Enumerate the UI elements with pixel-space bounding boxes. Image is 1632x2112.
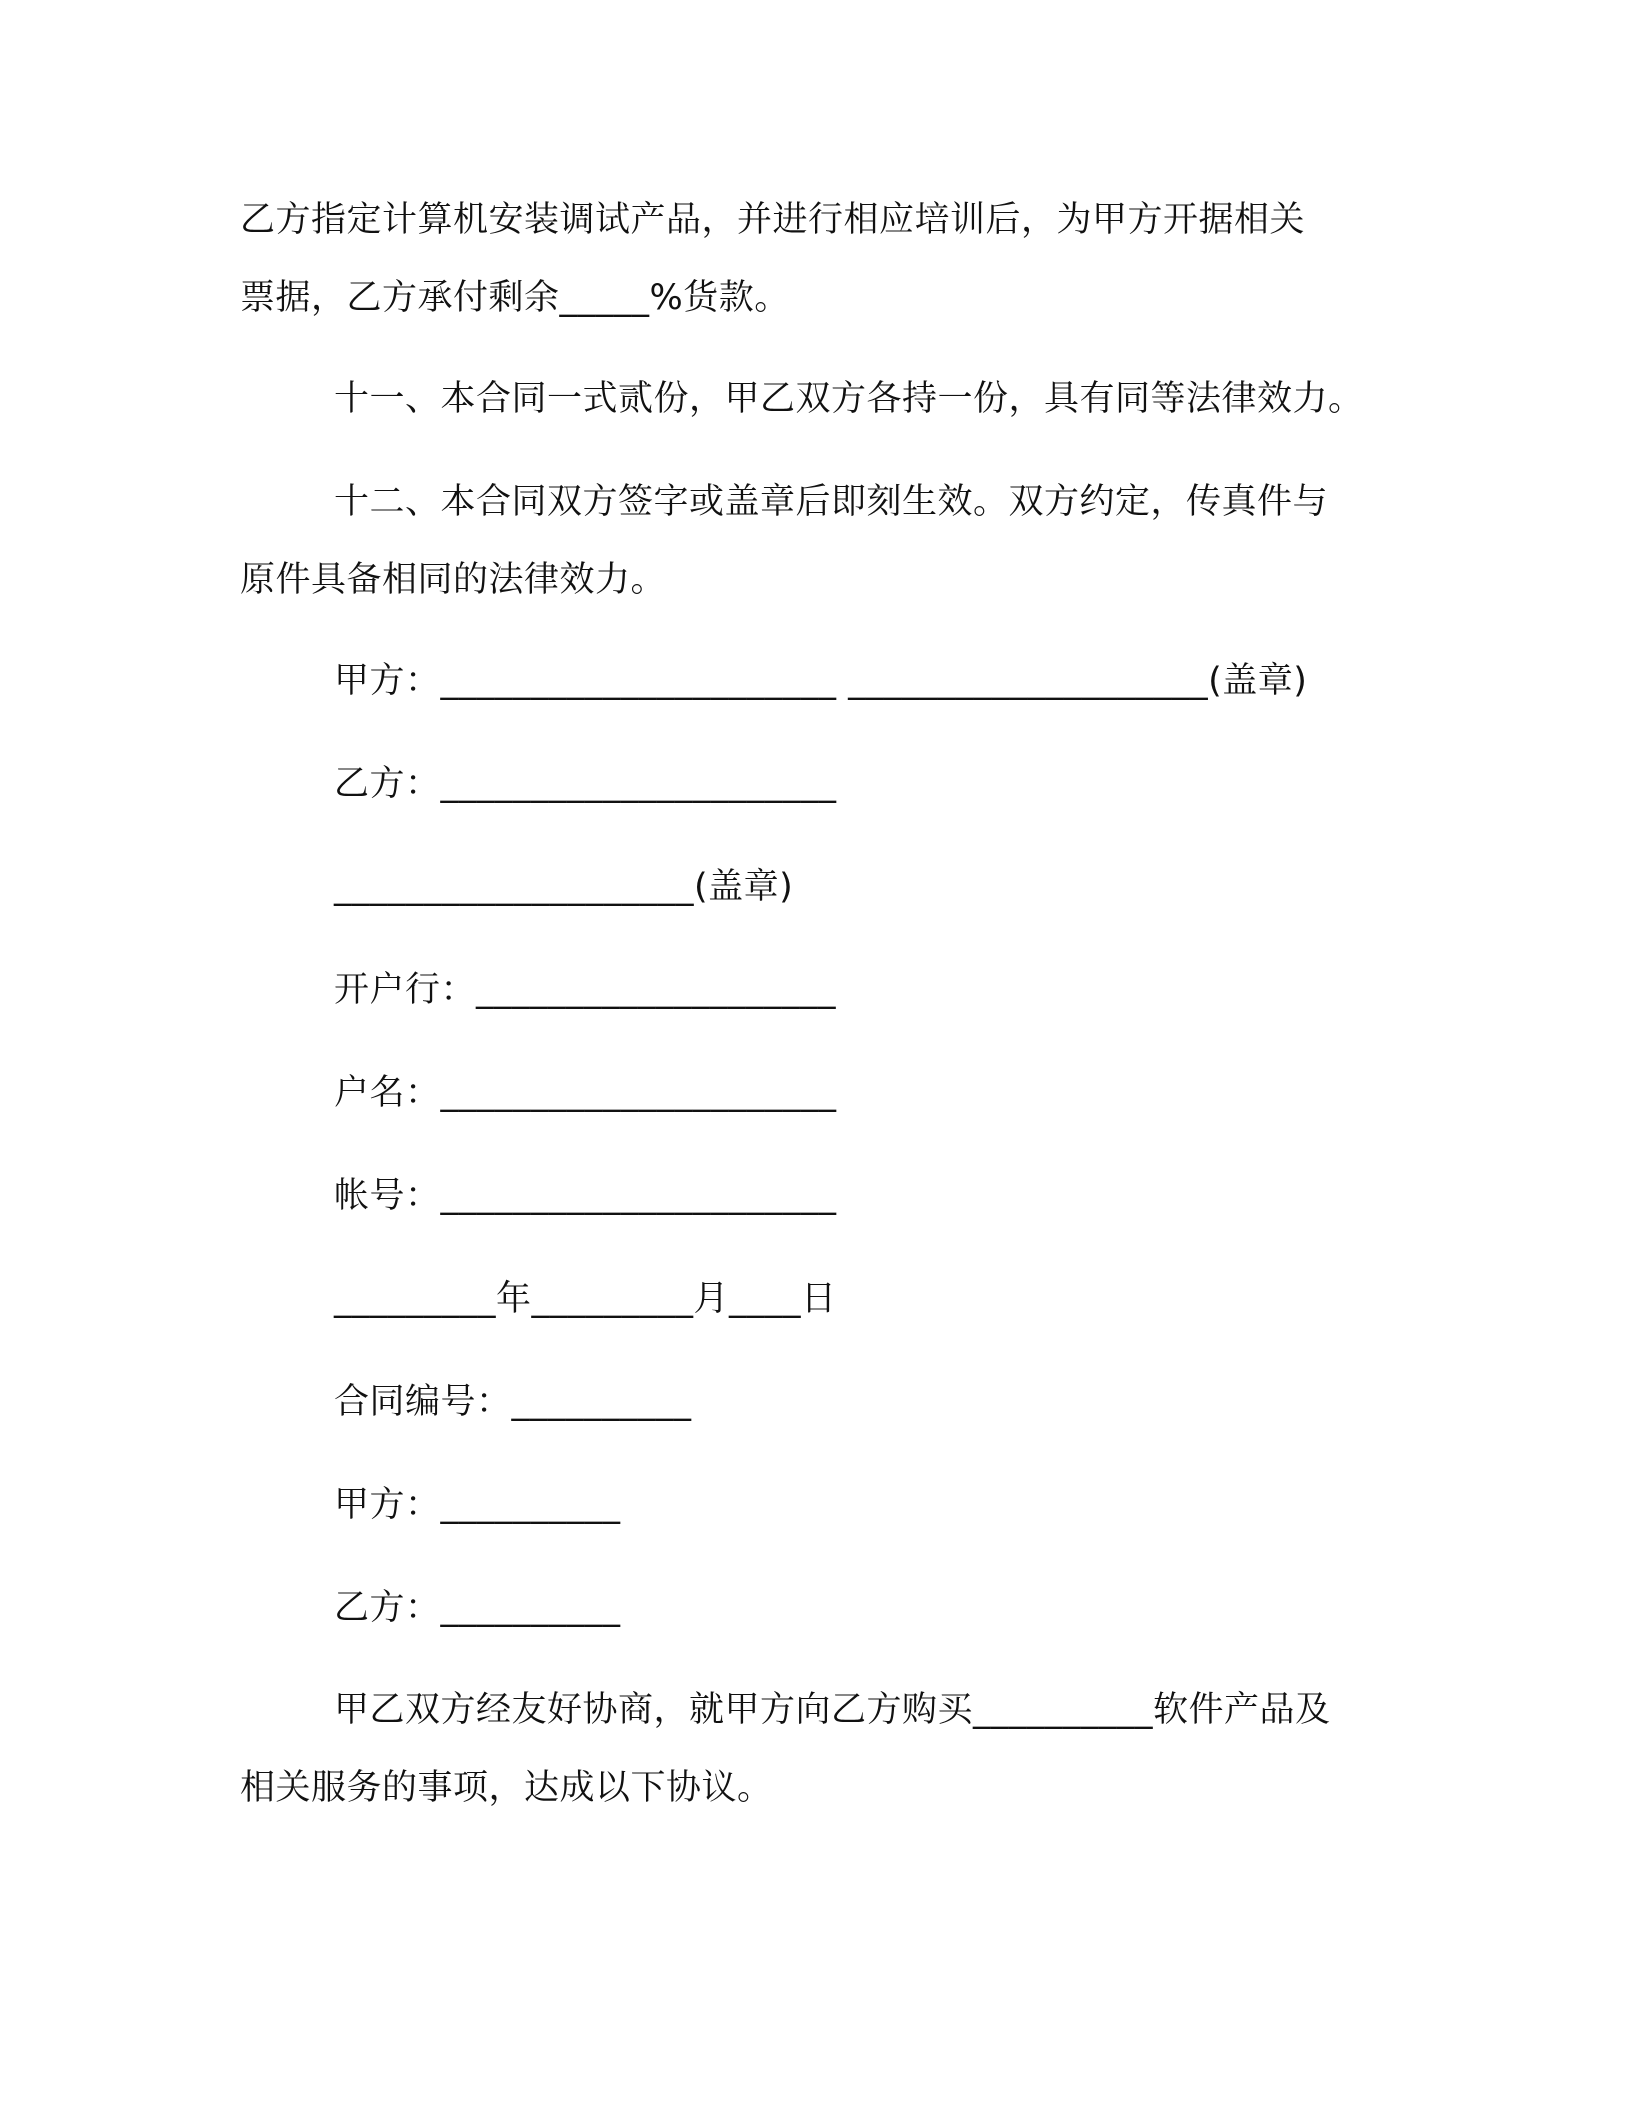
clause-twelve-continued: 原件具备相同的法律效力。 [240,560,667,600]
clause-twelve: 十二、本合同双方签字或盖章后即刻生效。双方约定，传真件与 [334,482,1329,522]
paragraph-line: 乙方指定计算机安装调试产品，并进行相应培训后，为甲方开据相关 [240,200,1306,240]
date-line: _________年_________月____日 [334,1279,837,1319]
bank-name-line: 开户行：____________________ [334,970,837,1010]
party-a-signature-line: 甲方：______________________ ____________________(盖章) [334,661,1308,701]
paragraph-line: 票据，乙方承付剩余_____%货款。 [240,278,790,318]
agreement-intro-line: 甲乙双方经友好协商，就甲方向乙方购买__________软件产品及 [334,1690,1331,1730]
party-a-line: 甲方：__________ [334,1485,621,1525]
party-b-line: 乙方：__________ [334,1588,621,1628]
agreement-intro-continued: 相关服务的事项，达成以下协议。 [240,1768,773,1808]
clause-eleven: 十一、本合同一式贰份，甲乙双方各持一份，具有同等法律效力。 [334,379,1364,419]
account-name-line: 户名：______________________ [334,1073,837,1113]
contract-number-line: 合同编号：__________ [334,1382,692,1422]
party-b-seal-line: ____________________(盖章) [334,867,794,907]
account-number-line: 帐号：______________________ [334,1176,837,1216]
party-b-signature-line: 乙方：______________________ [334,764,837,804]
